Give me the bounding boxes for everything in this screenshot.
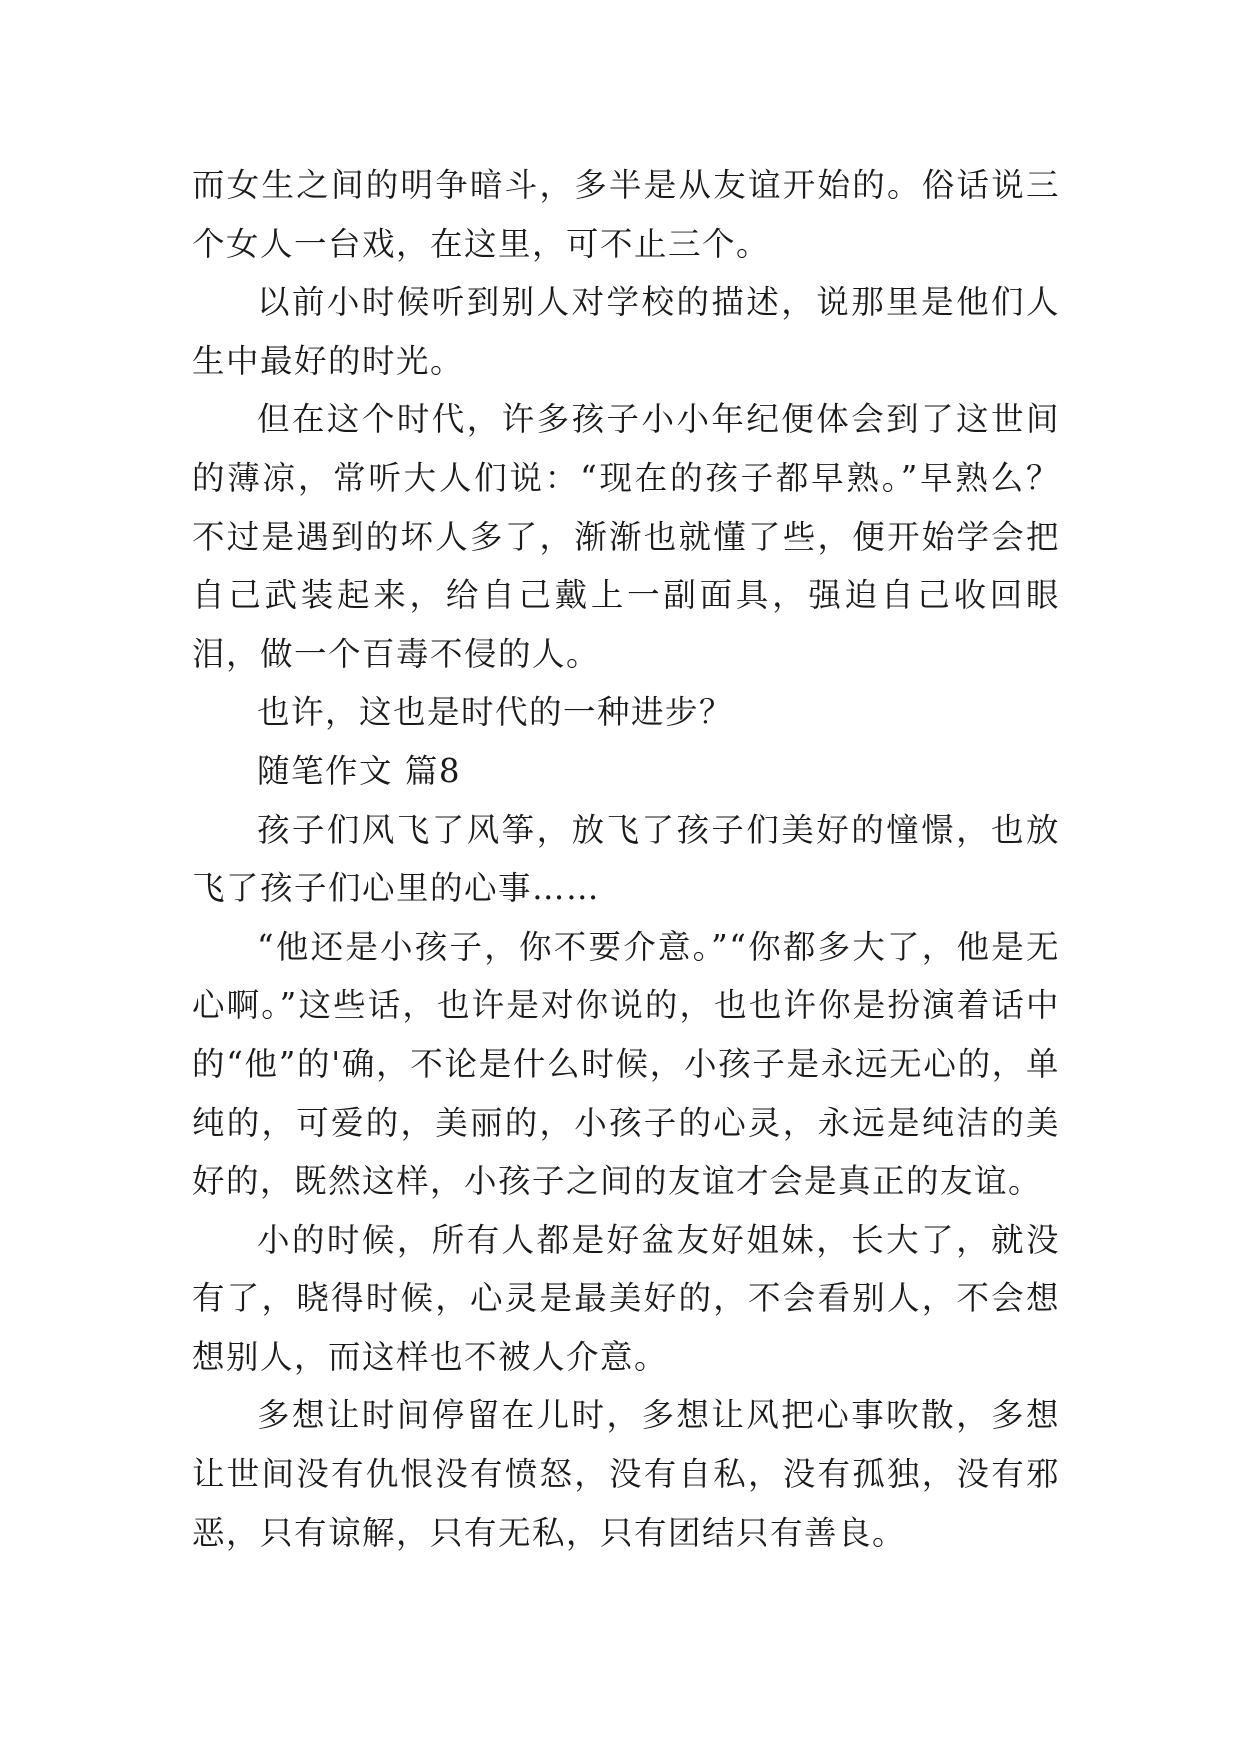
paragraph-8: 多想让时间停留在儿时，多想让风把心事吹散，多想让世间没有仇恨没有愤怒，没有自私，没有孤独，没有邪恶，只有谅解，只有无私，只有团结只有善良。 xyxy=(192,1396,1060,1552)
paragraph-6: “他还是小孩子，你不要介意。”“你都多大了，他是无心啊。”这些话，也许是对你说的，也也许你是扮演着话中的“他”的'确，不论是什么时候，小孩子是永远无心的，单纯的，可爱的，美丽的，小孩子的心灵，永远是纯洁的美好的，既然这样，小孩子之间的友谊才会是真正的友谊。 xyxy=(192,927,1060,1201)
document-body xyxy=(192,156,1060,1562)
paragraph-4: 也许，这也是时代的一种进步？ xyxy=(257,693,734,732)
paragraph-5: 孩子们风飞了风筝，放飞了孩子们美好的憧憬，也放飞了孩子们心里的心事…… xyxy=(192,810,1060,908)
section-heading: 随笔作文 篇8 xyxy=(257,751,462,790)
paragraph-7: 小的时候，所有人都是好盆友好姐妹，长大了，就没有了，晓得时候，心灵是最美好的，不会看别人，不会想想别人，而这样也不被人介意。 xyxy=(192,1220,1060,1376)
paragraph-2: 以前小时候听到别人对学校的描述，说那里是他们人生中最好的时光。 xyxy=(192,283,1060,380)
paragraph-1: 而女生之间的明争暗斗，多半是从友谊开始的。俗话说三个女人一台戏，在这里，可不止三个。 xyxy=(192,166,1060,263)
paragraph-3: 但在这个时代，许多孩子小小年纪便体会到了这世间的薄凉，常听大人们说：“现在的孩子都早熟。”早熟么？不过是遇到的坏人多了，渐渐也就懂了些，便开始学会把自己武装起来，给自己戴上一副面具，强迫自己收回眼泪，做一个百毒不侵的人。 xyxy=(192,400,1060,673)
